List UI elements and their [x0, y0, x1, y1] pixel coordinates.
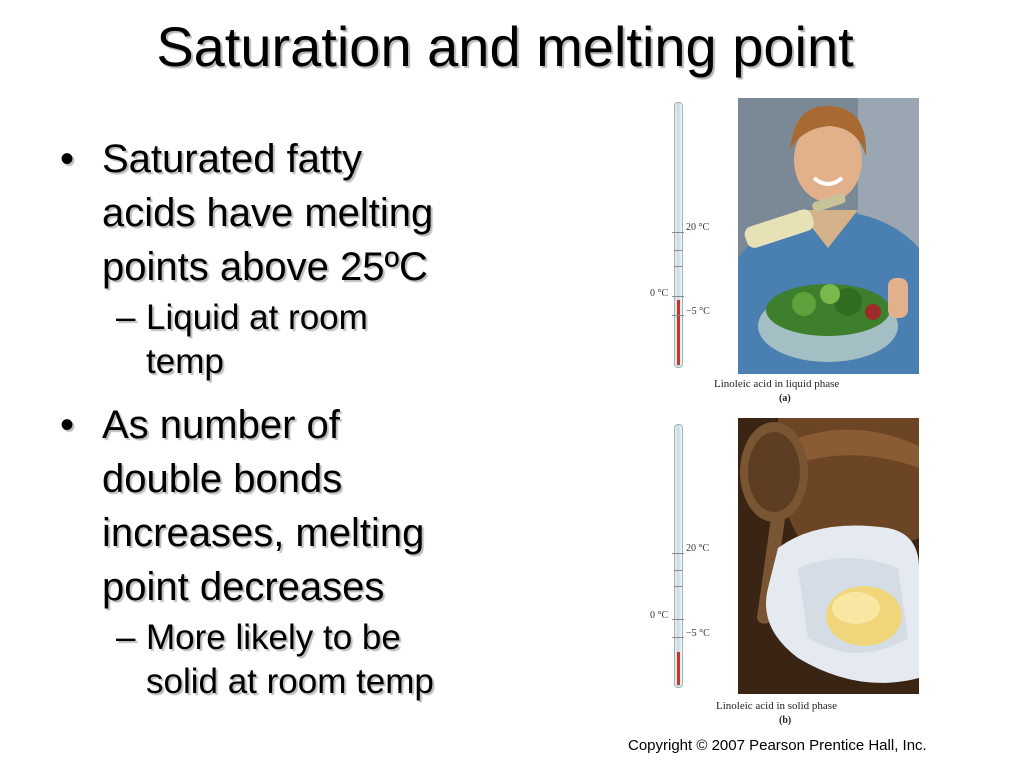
thermometer-tick — [672, 637, 684, 638]
figure-a-caption: Linoleic acid in liquid phase — [714, 378, 840, 390]
bullet-line: As number of — [102, 403, 340, 447]
thermometer-label-20: 20 °C — [686, 543, 710, 554]
sub-bullet-solid — [116, 616, 498, 704]
bullet-line: increases, melting — [102, 511, 425, 555]
thermometer-tick — [674, 266, 682, 267]
bullet-marker: • — [60, 137, 75, 181]
thermometer-label-0: 0 °C — [650, 288, 669, 299]
sub-bullet-marker: – — [116, 298, 136, 337]
thermometer-tick — [674, 586, 682, 587]
figure-b-letter: (b) — [779, 715, 792, 726]
thermometer-a-mercury — [677, 300, 680, 365]
sub-bullet-liquid — [116, 296, 498, 384]
sub-bullet-line: More likely to be — [146, 618, 401, 657]
thermometer-tick — [674, 570, 682, 571]
bullet-line: Saturated fatty — [102, 137, 363, 181]
slide-title: Saturation and melting point — [156, 15, 854, 78]
bullet-line: acids have melting — [102, 191, 434, 235]
thermometer-tick — [672, 232, 684, 233]
sub-bullet-marker: – — [116, 618, 136, 657]
bullet-line: points above 25ºC — [102, 245, 428, 289]
copyright-notice: Copyright © 2007 Pearson Prentice Hall, Inc. — [628, 737, 927, 754]
thermometer-label-minus5: −5 °C — [686, 306, 710, 317]
thermometer-label-0: 0 °C — [650, 610, 669, 621]
thermometer-tick — [672, 619, 684, 620]
sub-bullet-line: temp — [146, 342, 224, 381]
bullet-list — [58, 132, 498, 704]
sub-bullet-line: Liquid at room — [146, 298, 368, 337]
bullet-line: double bonds — [102, 457, 343, 501]
thermometer-tick — [672, 296, 684, 297]
thermometer-b — [674, 424, 683, 688]
thermometer-b-mercury — [677, 652, 680, 685]
thermometer-label-minus5: −5 °C — [686, 628, 710, 639]
bullet-marker: • — [60, 403, 75, 447]
bullet-saturated — [58, 132, 498, 294]
figure-a-letter: (a) — [779, 393, 791, 404]
thermometer-label-20: 20 °C — [686, 222, 710, 233]
bullet-double-bonds — [58, 398, 498, 614]
photo-butter — [738, 418, 919, 694]
thermometer-tick — [674, 250, 682, 251]
thermometer-tick — [672, 315, 684, 316]
thermometer-tick — [672, 553, 684, 554]
photo-salad-oil — [738, 98, 919, 374]
sub-bullet-line: solid at room temp — [146, 662, 434, 701]
bullet-line: point decreases — [102, 565, 385, 609]
figure-b-caption: Linoleic acid in solid phase — [716, 700, 837, 712]
